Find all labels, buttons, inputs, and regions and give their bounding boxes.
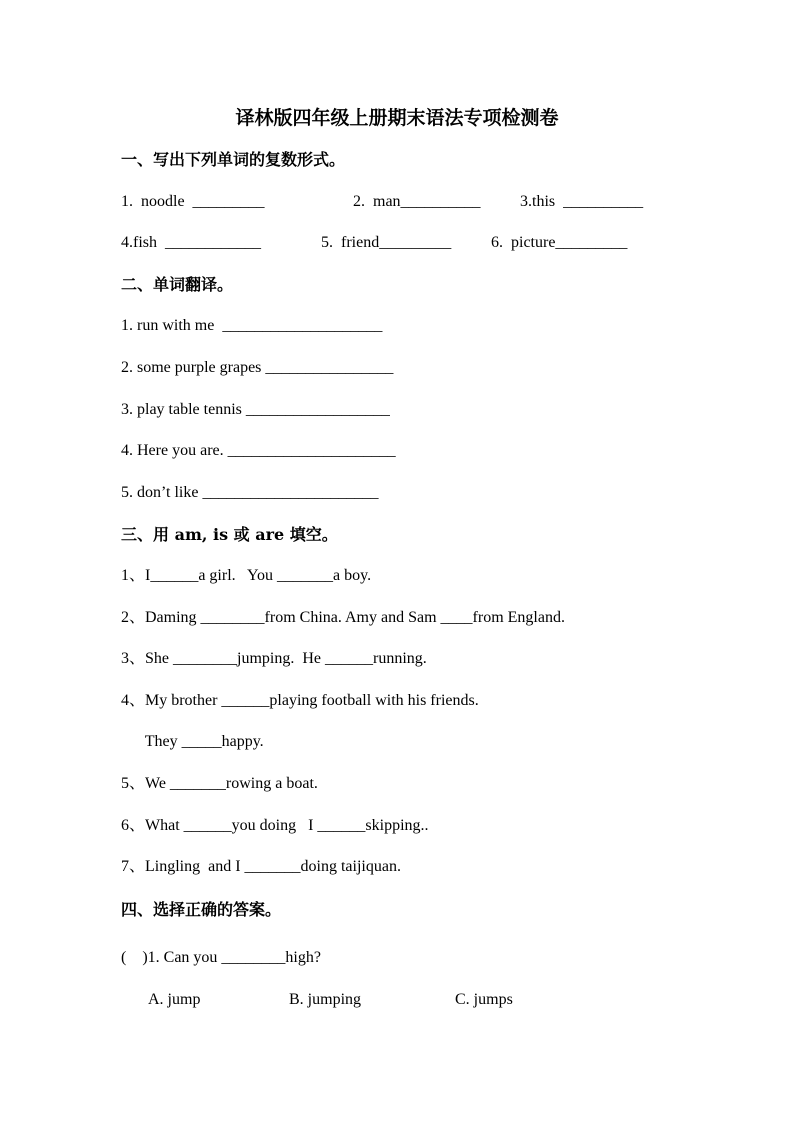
s2-item-2: 2. some purple grapes ________________	[121, 359, 394, 376]
s2-item-4: 4. Here you are. _____________________	[121, 442, 396, 459]
s3-item-3: 3、She ________jumping. He ______running.	[121, 650, 427, 667]
page-title: 译林版四年级上册期末语法专项检测卷	[235, 107, 559, 129]
s1-item-5: 5. friend_________	[321, 234, 452, 251]
s1-item-4: 4.fish ____________	[121, 234, 261, 251]
s2-item-1: 1. run with me ____________________	[121, 317, 383, 334]
s4-option-b: B. jumping	[289, 991, 362, 1008]
s4-question-1: ( )1. Can you ________high?	[121, 949, 321, 966]
s3-item-6: 6、What ______you doing I ______skipping..	[121, 817, 429, 834]
section-1-heading: 一、写出下列单词的复数形式。	[121, 150, 346, 169]
s3-item-5: 5、We _______rowing a boat.	[121, 775, 318, 792]
s2-item-3: 3. play table tennis __________________	[121, 401, 390, 418]
s1-item-2: 2. man__________	[353, 193, 481, 210]
section-3-heading: 三、用 am, is 或 are 填空。	[121, 525, 338, 544]
s3-item-7: 7、Lingling and I _______doing taijiquan.	[121, 858, 401, 875]
s2-item-5: 5. don’t like ______________________	[121, 484, 379, 501]
s1-item-1: 1. noodle _________	[121, 193, 265, 210]
s3-item-2: 2、Daming ________from China. Amy and Sam ____from England.	[121, 609, 565, 626]
s3-item-1: 1、I______a girl. You _______a boy.	[121, 567, 372, 584]
s4-option-a: A. jump	[148, 991, 201, 1008]
s1-item-3: 3.this __________	[520, 193, 644, 210]
section-4-heading: 四、选择正确的答案。	[121, 900, 282, 919]
section-2-heading: 二、单词翻译。	[121, 275, 234, 294]
s3-item-4-cont: They _____happy.	[121, 733, 264, 750]
s4-option-c: C. jumps	[455, 991, 513, 1008]
s3-item-4: 4、My brother ______playing football with his friends.	[121, 692, 479, 709]
s1-item-6: 6. picture_________	[491, 234, 628, 251]
